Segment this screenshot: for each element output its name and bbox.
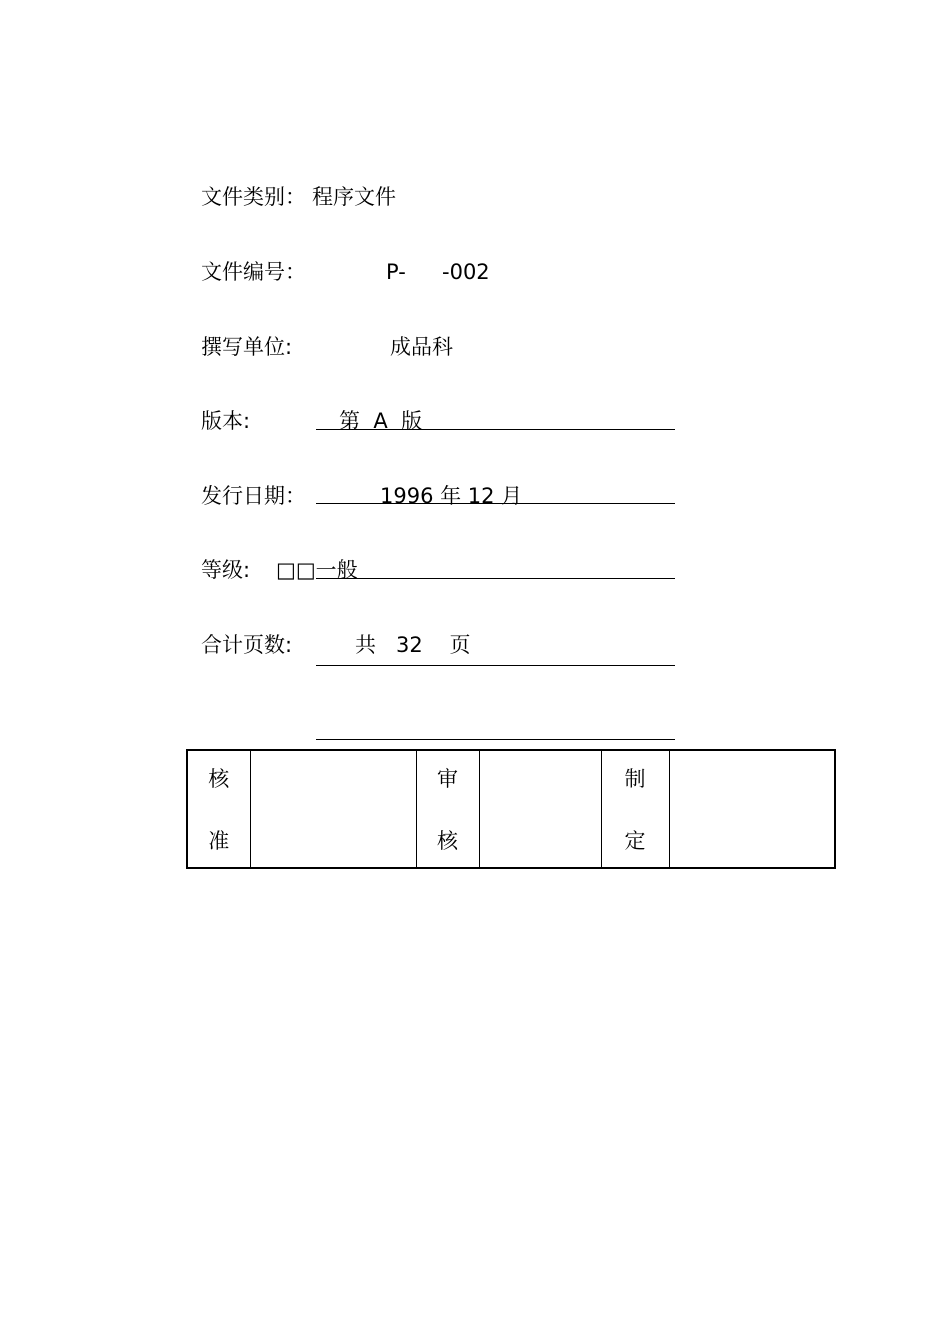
issue-date-underline [316, 503, 675, 504]
review-signature-cell[interactable] [479, 750, 601, 868]
grade-value: □□一般 [276, 558, 358, 582]
category-value: 程序文件 [312, 185, 396, 209]
version-underline [316, 429, 675, 430]
prepare-label-char1: 制 [624, 767, 646, 791]
total-pages-underline [316, 665, 675, 666]
prepare-label-char2: 定 [624, 829, 646, 853]
review-label-char1: 审 [437, 767, 458, 791]
grade-underline [316, 578, 675, 579]
blank-underline [316, 739, 675, 740]
approve-label-char2: 准 [208, 829, 230, 853]
doc-number-label: 文件编号： [201, 260, 306, 284]
approve-label-cell [187, 750, 250, 868]
doc-number-suffix: -002 [442, 260, 490, 284]
prepare-label-cell [601, 750, 669, 868]
version-label: 版本: [201, 409, 251, 433]
category-label: 文件类别： [201, 185, 306, 209]
approve-signature-cell[interactable] [250, 750, 416, 868]
doc-number-prefix: P- [386, 260, 406, 284]
total-pages-label: 合计页数: [201, 633, 293, 657]
issue-date-label: 发行日期： [201, 484, 306, 508]
prepare-signature-cell[interactable] [669, 750, 835, 868]
review-label-char2: 核 [437, 829, 458, 853]
issue-date-value: 1996 年 12 月 [380, 484, 523, 508]
author-unit-value: 成品科 [390, 335, 453, 359]
author-unit-label: 撰写单位: [201, 335, 293, 359]
approval-row [187, 750, 835, 868]
version-value: 第 A 版 [339, 409, 423, 433]
approve-label-char1: 核 [208, 767, 230, 791]
review-label-cell [416, 750, 479, 868]
approval-table [186, 749, 836, 869]
grade-label: 等级: [201, 558, 251, 582]
total-pages-value: 共 32 页 [355, 633, 471, 657]
